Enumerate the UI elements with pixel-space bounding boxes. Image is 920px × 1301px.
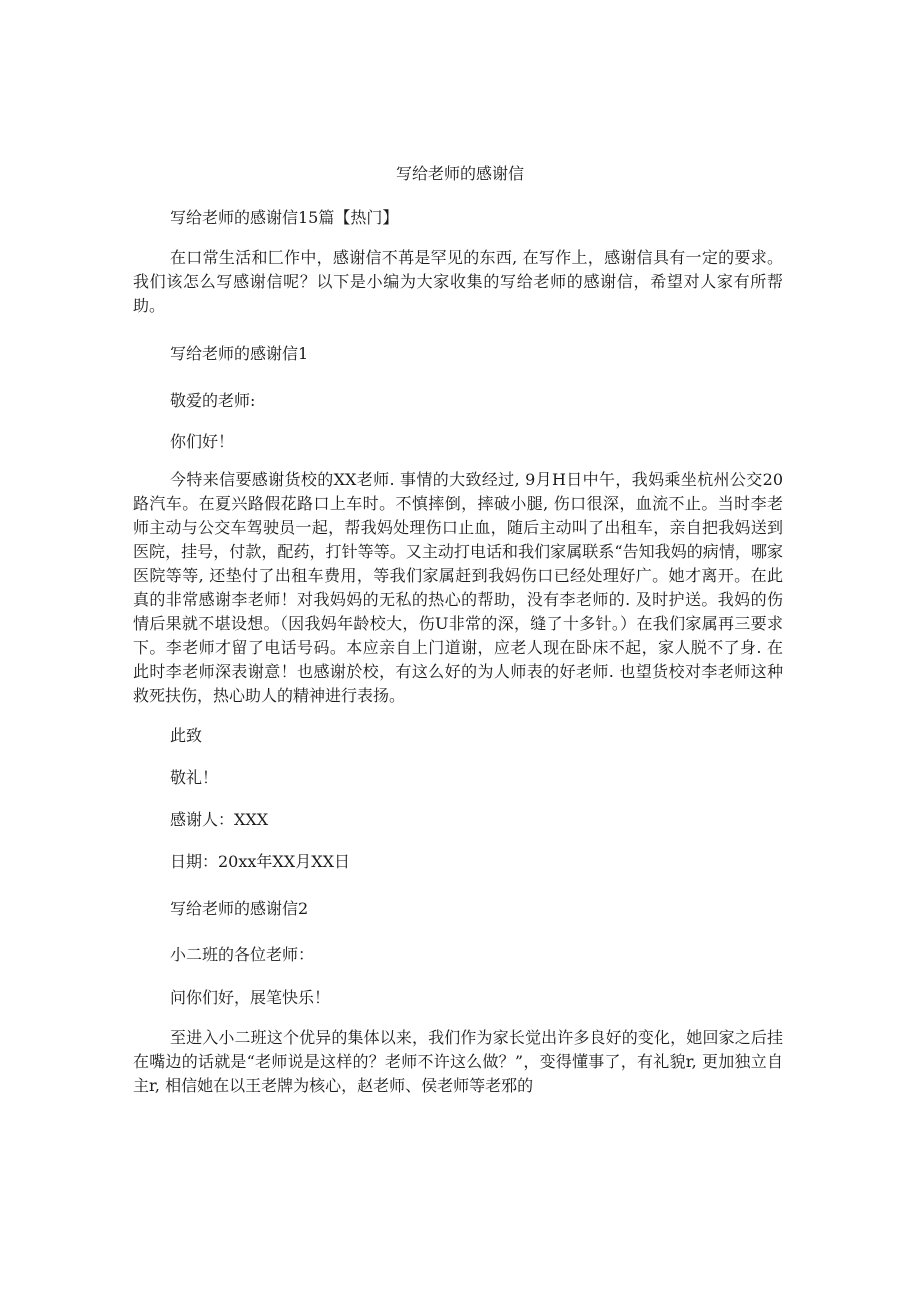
document-title: 写给老师的感谢信 <box>395 164 524 183</box>
letter1-signer: 感谢人：XXX <box>170 810 269 829</box>
letter1-heading: 写给老师的感谢信1 <box>170 344 309 363</box>
letter1-date: 日期：20xx年XX月XX日 <box>170 852 350 871</box>
letter1-closing-1: 此致 <box>170 726 203 745</box>
document-subtitle: 写给老师的感谢信15篇【热门】 <box>170 208 399 227</box>
letter1-closing-2: 敬礼！ <box>170 768 219 787</box>
letter2-greeting: 问你们好，展笔快乐！ <box>170 988 331 1007</box>
letter2-body: 至进入小二班这个优异的集体以来，我们作为家长觉出许多良好的变化，她回家之后挂在嘴边的话就是“老师说是这样的？老师不许这么做？”，变得懂事了，有礼貌r, 更加独立自主r, 相信她在以王老牌为核心，赵老师、侯老师等老邪的 <box>133 1028 783 1095</box>
letter2-salutation: 小二班的各位老师： <box>170 945 315 964</box>
intro-paragraph: 在口常生活和匚作中，感谢信不苒是罕见的东西, 在写作上，感谢信具有一定的要求。我们该怎么写感谢信呢？以下是小编为大家收集的写给老师的感谢信，希望对人家有所帮助。 <box>133 248 783 315</box>
letter1-greeting: 你们好！ <box>170 432 235 451</box>
letter2-heading: 写给老师的感谢信2 <box>170 899 309 918</box>
letter1-salutation: 敬爱的老师: <box>170 391 256 410</box>
letter1-body: 今特来信要感谢货校的XX老师. 事情的大致经过, 9月H日中午，我妈乘坐杭州公交20路汽车。在夏兴路假花路口上车时。不慎摔倒，摔破小腿, 伤口很深，血流不止。当时李老师主动与公交车驾驶员一起，帮我妈处理伤口止血，随后主动叫了出租车，亲自把我妈送到医院，挂号，付款，配药，打针等等。又主动打电话和我们家属联系“告知我妈的病情，哪家医院等等, 还垫付了出租车费用，等我们家属赶到我妈伤口已经处理好广。她才离开。在此真的非常感谢李老师！对我妈妈的无私的热心的帮助，没有李老师的. 及时护送。我妈的伤情后果就不堪设想。（因我妈年龄校大，伤U非常的深，缝了十多针。）在我们家属再三要求下。李老师才留了电话号码。本应亲自上门道谢，应老人现在卧床不起，家人脱不了身. 在此时李老师深表谢意！也感谢於校，有这么好的为人师表的好老师. 也望货校对李老师这种救死扶伤，热心助人的精神进行表扬。 <box>133 470 783 705</box>
